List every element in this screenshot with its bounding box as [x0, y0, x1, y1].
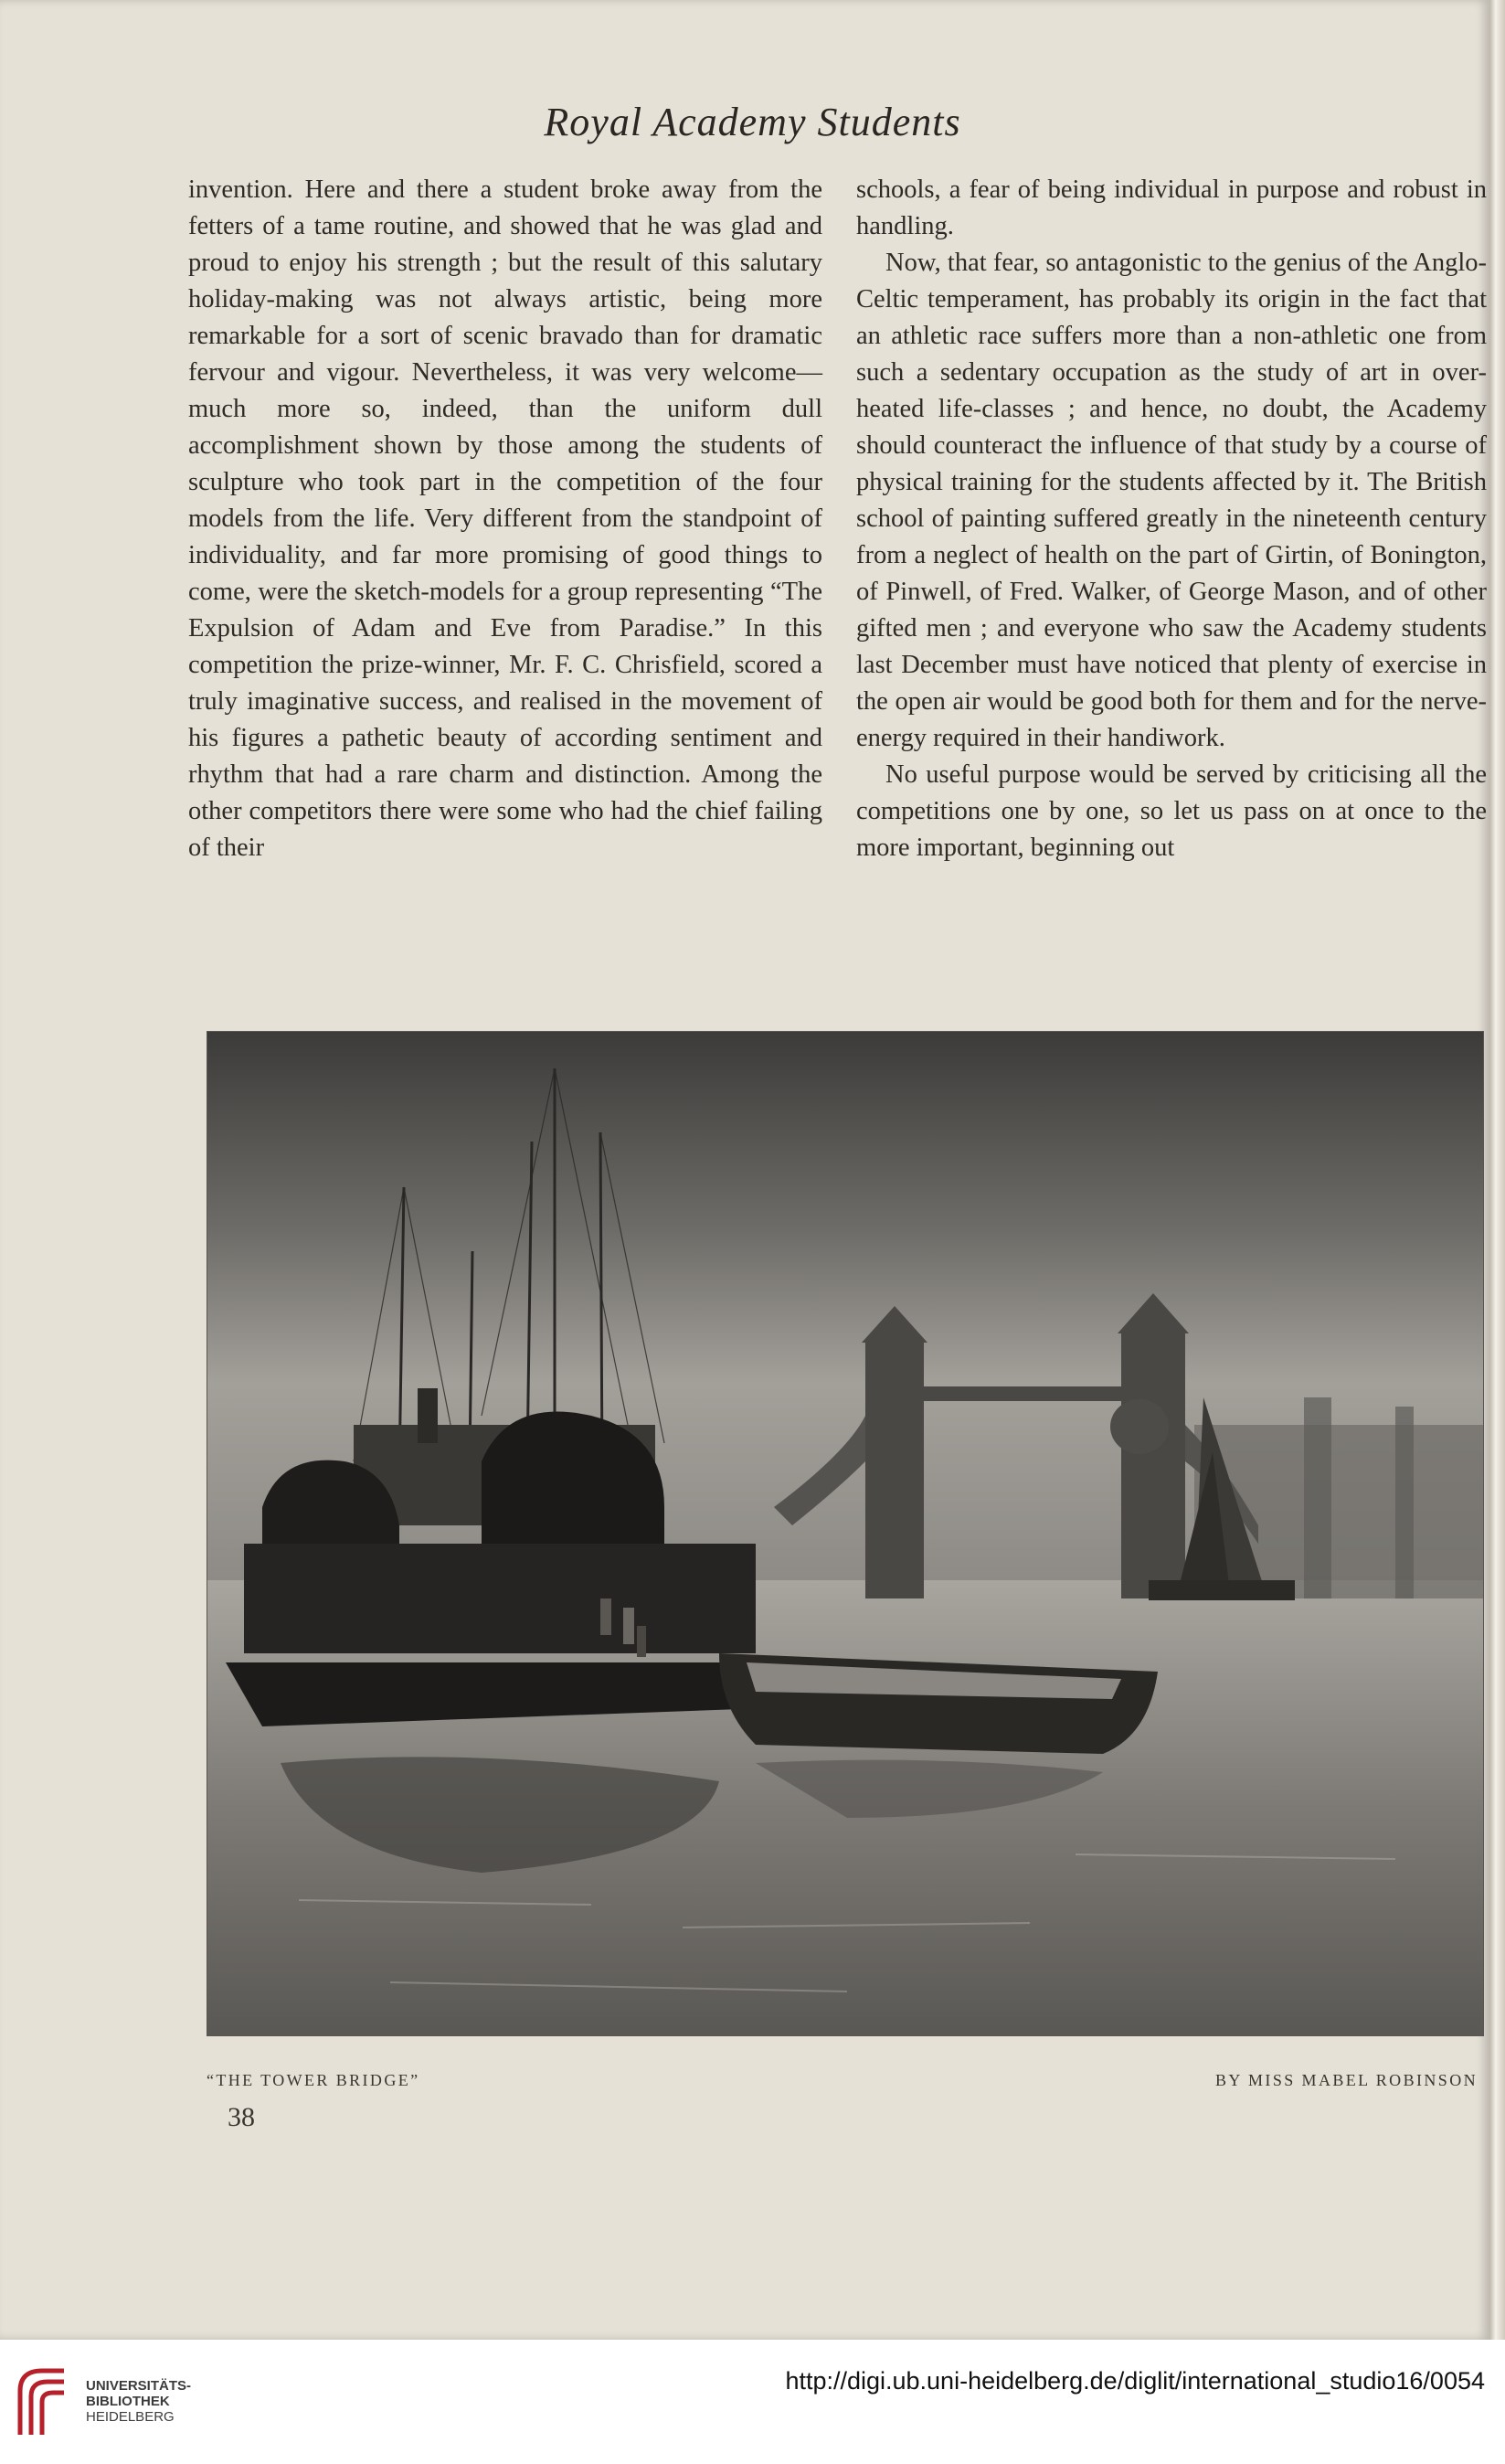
paragraph: invention. Here and there a student broke away from the fetters of a tame routine, and showed that he was glad and proud to enjoy his strength ; but the result of this salutary holiday-making was not always artistic, being more remarkable for a sort of scenic bravado than for dramatic fervour and vigour. Nevertheless, it was very welcome—much more so, indeed, than the uniform dull accomplishment shown by those among the students of sculpture who took part in the competition of the four models from the life. Very different from the standpoint of individuality, and far more promising of good things to come, were the sketch-models for a group representing “The Expulsion of Adam and Eve from Paradise.” In this competition the prize-winner, Mr. F. C. Chrisfield, scored a truly imaginative success, and realised in the movement of his figures a pathetic beauty of according sentiment and rhythm that had a rare charm and distinction. Among the other competitors there were some who had the chief failing of their	[188, 175, 822, 862]
library-name-line: HEIDELBERG	[86, 2409, 175, 2425]
library-logo-icon	[16, 2365, 68, 2438]
library-name	[86, 2378, 191, 2425]
left-column	[188, 172, 822, 866]
page-edge	[1489, 0, 1505, 2340]
tower-bridge-illustration	[207, 1031, 1484, 2036]
right-column	[856, 172, 1487, 866]
library-name-line: BIBLIOTHEK	[86, 2394, 170, 2409]
paragraph: Now, that fear, so antagonistic to the genius of the Anglo-Celtic temperament, has probably its origin in the fact that an athletic race suffers more than a non-athletic one from such a sedentary occupation as the study of art in over-heated life-classes ; and hence, no doubt, the Academy should counteract the influence of that study by a course of physical training for the students affected by it. The British school of painting suffered greatly in the nineteenth century from a neglect of health on the part of Girtin, of Bonington, of Pinwell, of Fred. Walker, of George Mason, and of other gifted men ; and everyone who saw the Academy students last December must have noticed that plenty of exercise in the open air would be good both for them and for the nerve-energy required in their handiwork.	[856, 249, 1487, 752]
running-head: Royal Academy Students	[544, 100, 961, 144]
page-number: 38	[228, 2102, 255, 2132]
library-name-line: UNIVERSITÄTS-	[86, 2378, 192, 2394]
paragraph: schools, a fear of being individual in purpose and robust in handling.	[856, 175, 1487, 240]
paragraph: No useful purpose would be served by criticising all the competitions one by one, so let us pass on at once to the more important, beginning out	[856, 760, 1487, 862]
caption-credit: BY MISS MABEL ROBINSON	[1214, 2071, 1478, 2089]
caption-title: “THE TOWER BRIDGE”	[207, 2071, 420, 2089]
footer-bar	[0, 2340, 1505, 2464]
source-url-link[interactable]: http://digi.ub.uni-heidelberg.de/diglit/international_studio16/0054	[785, 2367, 1485, 2395]
